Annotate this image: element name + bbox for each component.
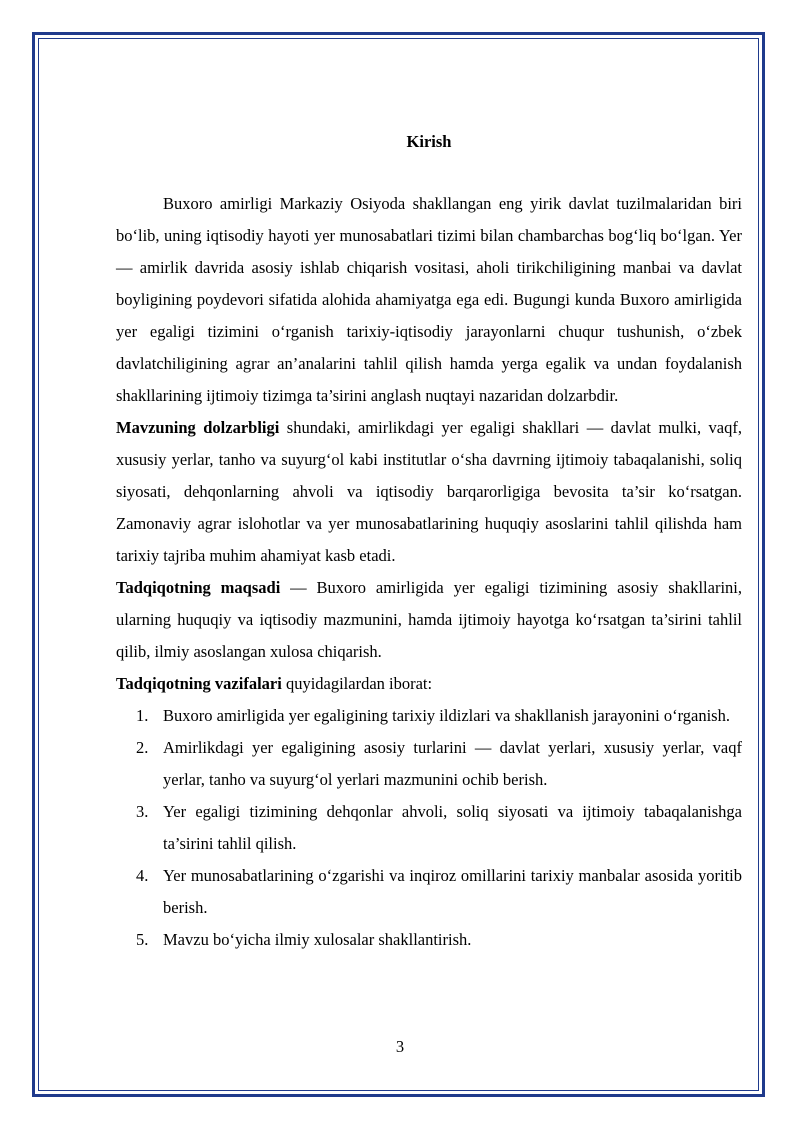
tasks-label: Tadqiqotning vazifalari xyxy=(116,674,282,693)
list-item-text: Yer egaligi tizimining dehqonlar ahvoli, soliq siyosati va ijtimoiy tabaqalanishga ta’sirini tahlil qilish. xyxy=(163,802,742,853)
list-item-number: 1. xyxy=(136,706,149,725)
intro-paragraph: Buxoro amirligi Markaziy Osiyoda shakllangan eng yirik davlat tuzilmalaridan biri bo‘lib, uning iqtisodiy hayoti yer munosabatlari tizimi bilan chambarchas bog‘liq bo‘lgan. Yer — amirlik davrida asosiy ishlab chiqarish vositasi, aholi tirikchiligining manbai va davlat boyligining poydevori sifatida alohida ahamiyatga ega edi. Bugungi kunda Buxoro amirligida yer egaligi tizimini o‘rganish tarixiy-iqtisodiy jarayonlarni chuqur tushunish, o‘zbek davlatchiligining agrar an’analarini tahlil qilish hamda yerga egalik va undan foydalanish shakllarining ijtimoiy tizimga ta’sirini anglash nuqtayi nazaridan dolzarbdir. xyxy=(116,194,742,405)
tasks-list xyxy=(116,700,742,956)
relevance-paragraph xyxy=(116,412,742,572)
list-item-number: 4. xyxy=(136,866,149,885)
list-item xyxy=(116,796,742,860)
tasks-text: quyidagilardan iborat: xyxy=(281,674,433,693)
section-heading: Kirish xyxy=(406,132,452,151)
goal-text: — Buxoro amirligida yer egaligi tizimining asosiy shakllarini, ularning huquqiy va iqtisodiy mazmunini, hamda ijtimoiy hayotga ko‘rsatgan ta’sirini tahlil qilib, ilmiy asoslangan xulosa chiqarish. xyxy=(116,578,742,661)
tasks-paragraph xyxy=(116,668,742,700)
list-item-text: Yer munosabatlarining o‘zgarishi va inqiroz omillarini tarixiy manbalar asosida yoritib berish. xyxy=(163,866,742,917)
list-item-text: Mavzu bo‘yicha ilmiy xulosalar shakllantirish. xyxy=(163,930,472,949)
list-item xyxy=(116,924,742,956)
list-item-number: 3. xyxy=(136,802,149,821)
document-body xyxy=(116,126,742,956)
goal-paragraph xyxy=(116,572,742,668)
list-item xyxy=(116,732,742,796)
page-number: 3 xyxy=(395,1037,405,1056)
list-item-number: 2. xyxy=(136,738,149,757)
list-item-text: Buxoro amirligida yer egaligining tarixiy ildizlari va shakllanish jarayonini o‘rganish. xyxy=(163,706,730,725)
relevance-label: Mavzuning dolzarbligi xyxy=(116,418,280,437)
list-item-text: Amirlikdagi yer egaligining asosiy turlarini — davlat yerlari, xususiy yerlar, vaqf yerlar, tanho va suyurg‘ol yerlari mazmunini ochib berish. xyxy=(163,738,742,789)
goal-label: Tadqiqotning maqsadi xyxy=(116,578,281,597)
relevance-text: shundaki, amirlikdagi yer egaligi shakllari — davlat mulki, vaqf, xususiy yerlar, tanho va suyurg‘ol kabi institutlar o‘sha davrning ijtimoiy tabaqalanishi, soliq siyosati, dehqonlarning ahvoli va iqtisodiy barqarorligiga bevosita ta’sir ko‘rsatgan. Zamonaviy agrar islohotlar va yer munosabatlarining huquqiy asoslarini tahlil qilishda ham tarixiy tajriba muhim ahamiyat kasb etadi. xyxy=(116,418,742,565)
list-item-number: 5. xyxy=(136,930,149,949)
list-item xyxy=(116,860,742,924)
list-item xyxy=(116,700,742,732)
